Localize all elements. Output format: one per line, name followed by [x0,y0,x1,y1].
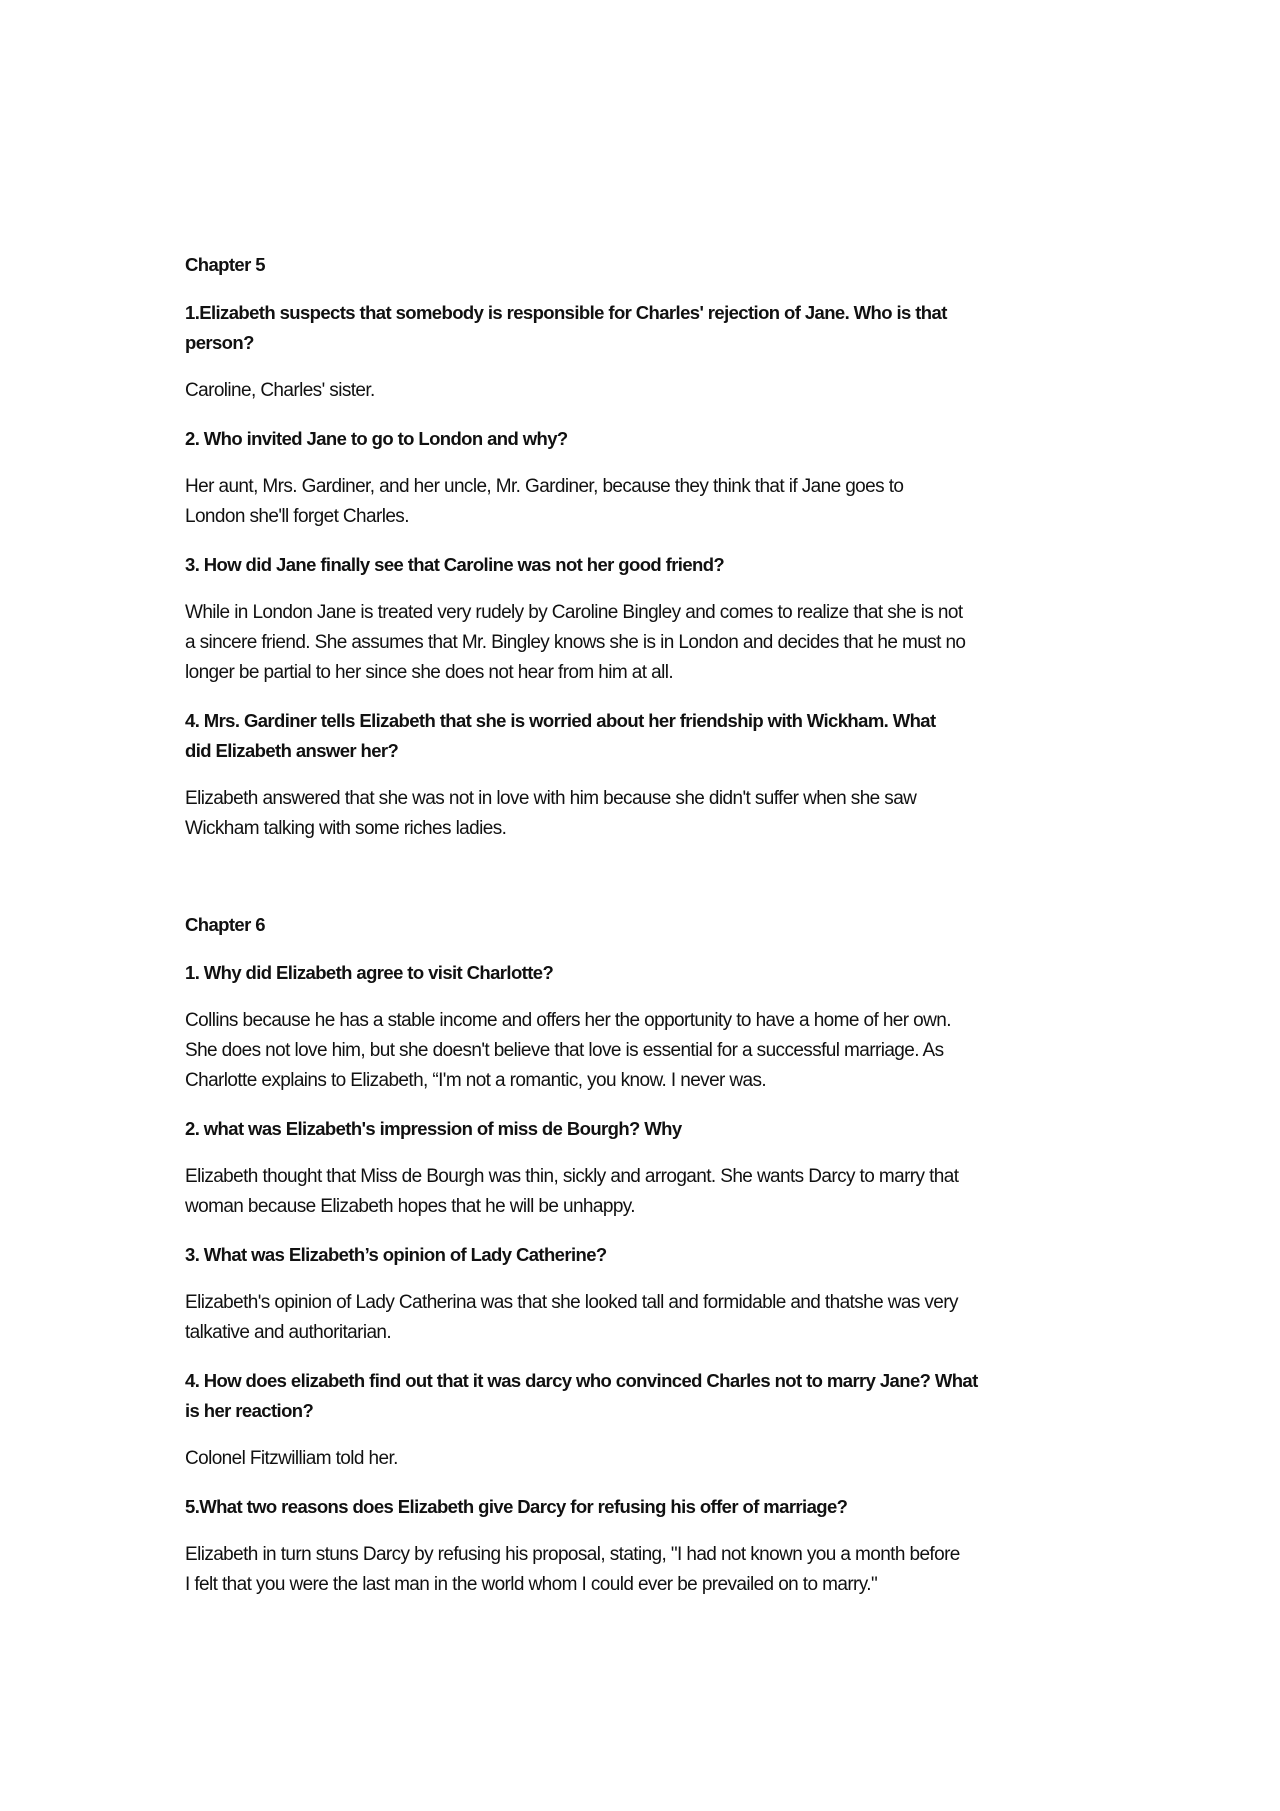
chapter-heading: Chapter 5 [185,254,265,275]
answer-line: Elizabeth answered that she was not in love with him because she didn't suffer when she saw [185,788,917,809]
question [185,1492,1115,1522]
answer-line: Caroline, Charles' sister. [185,380,375,401]
answer-line: longer be partial to her since she does not hear from him at all. [185,662,674,683]
question-line: 1.Elizabeth suspects that somebody is responsible for Charles' rejection of Jane. Who is that [185,302,947,323]
answer-line: Elizabeth thought that Miss de Bourgh was thin, sickly and arrogant. She wants Darcy to marry that [185,1166,959,1187]
question [185,706,1115,766]
question [185,958,1115,988]
answer-line: Elizabeth's opinion of Lady Catherina was that she looked tall and formidable and thatshe was very [185,1292,958,1313]
question-line: did Elizabeth answer her? [185,740,399,761]
question-line: 3. How did Jane finally see that Caroline was not her good friend? [185,554,725,575]
answer [185,472,1115,532]
section-spacer [185,862,1115,910]
question-line: 1. Why did Elizabeth agree to visit Charlotte? [185,962,554,983]
question-line: 5.What two reasons does Elizabeth give Darcy for refusing his offer of marriage? [185,1496,848,1517]
answer-line: Her aunt, Mrs. Gardiner, and her uncle, Mr. Gardiner, because they think that if Jane goes to [185,476,904,497]
answer-line: While in London Jane is treated very rudely by Caroline Bingley and comes to realize that she is not [185,602,963,623]
question [185,424,1115,454]
question-line: is her reaction? [185,1400,314,1421]
answer-line: woman because Elizabeth hopes that he will be unhappy. [185,1196,635,1217]
answer-line: a sincere friend. She assumes that Mr. Bingley knows she is in London and decides that he must no [185,632,966,653]
question-line: person? [185,332,254,353]
question-line: 4. Mrs. Gardiner tells Elizabeth that she is worried about her friendship with Wickham. What [185,710,936,731]
document-page [185,250,1115,1618]
question [185,1240,1115,1270]
answer [185,376,1115,406]
answer-line: London she'll forget Charles. [185,506,409,527]
answer [185,1288,1115,1348]
answer-line: Collins because he has a stable income and offers her the opportunity to have a home of her own. [185,1010,951,1031]
question-line: 2. Who invited Jane to go to London and why? [185,428,568,449]
answer-line: Elizabeth in turn stuns Darcy by refusing his proposal, stating, "I had not known you a month before [185,1544,960,1565]
answer-line: She does not love him, but she doesn't believe that love is essential for a successful marriage. As [185,1040,944,1061]
answer-line: Charlotte explains to Elizabeth, “I'm not a romantic, you know. I never was. [185,1070,767,1091]
answer-line: talkative and authoritarian. [185,1322,392,1343]
question-line: 2. what was Elizabeth's impression of miss de Bourgh? Why [185,1118,682,1139]
answer [185,1162,1115,1222]
question [185,1114,1115,1144]
question [185,298,1115,358]
answer [185,1006,1115,1096]
question [185,550,1115,580]
answer-line: Colonel Fitzwilliam told her. [185,1448,398,1469]
question-line: 4. How does elizabeth find out that it was darcy who convinced Charles not to marry Jane? What [185,1370,978,1391]
chapter-heading: Chapter 6 [185,914,265,935]
answer-line: I felt that you were the last man in the world whom I could ever be prevailed on to marry." [185,1574,878,1595]
answer [185,1540,1115,1600]
question-line: 3. What was Elizabeth’s opinion of Lady Catherine? [185,1244,607,1265]
answer-line: Wickham talking with some riches ladies. [185,818,507,839]
question [185,1366,1115,1426]
answer [185,598,1115,688]
answer [185,1444,1115,1474]
answer [185,784,1115,844]
